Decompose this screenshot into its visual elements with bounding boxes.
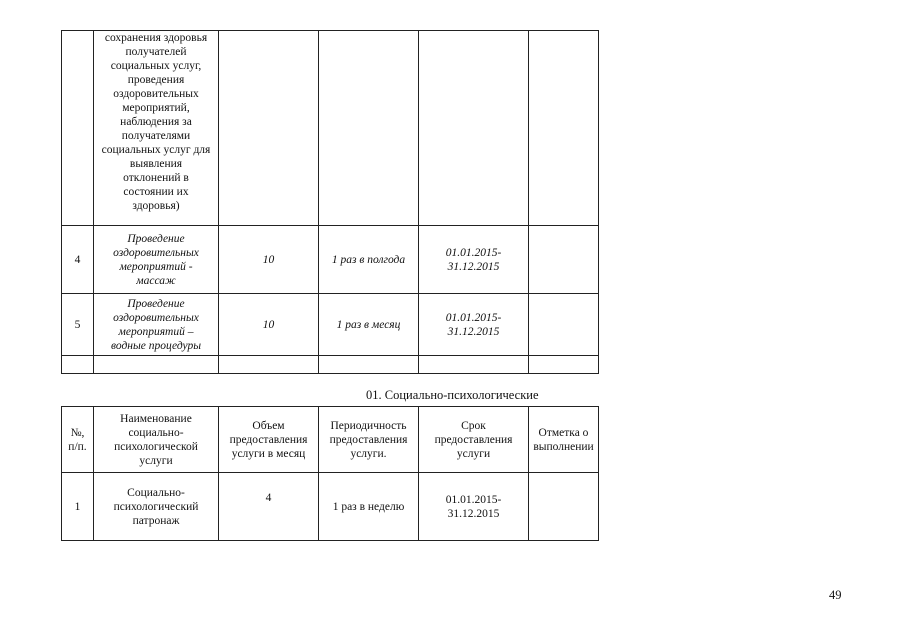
num-cell [62,31,94,226]
header-term: Срок предоставления услуги [419,407,529,473]
table-row [62,31,599,226]
period-cell: 1 раз в неделю [319,473,419,541]
volume-cell: 10 [219,226,319,294]
table-row [62,356,599,374]
header-mark: Отметка о выполнении [529,407,599,473]
mark-cell [529,294,599,356]
num-cell: 4 [62,226,94,294]
header-row [62,407,599,473]
table-row [62,294,599,356]
num-cell: 5 [62,294,94,356]
table-row [62,473,599,541]
num-cell: 1 [62,473,94,541]
service-name-cell: Проведение оздоровительных мероприятий - массаж [94,226,219,294]
mark-cell [529,473,599,541]
term-cell: 01.01.2015- 31.12.2015 [419,226,529,294]
service-name-cell: Проведение оздоровительных мероприятий – водные процедуры [94,294,219,356]
mark-cell [529,226,599,294]
service-name-cell: Социально- психологический патронаж [94,473,219,541]
page-number: 49 [829,588,842,602]
header-volume: Объем предоставления услуги в месяц [219,407,319,473]
volume-cell: 10 [219,294,319,356]
service-name-cell: сохранения здоровья получателей социальных услуг, проведения оздоровительных мероприятий, наблюдения за получателями социальных услуг для выявления отклонений в состоянии их здоровья) [94,31,219,226]
header-name: Наименование социально- психологической услуги [94,407,219,473]
volume-cell: 4 [219,473,319,541]
header-num: №, п/п. [62,407,94,473]
period-cell: 1 раз в месяц [319,294,419,356]
header-period: Периодичность предоставления услуги. [319,407,419,473]
section-heading: 01. Социально-психологические [366,388,539,402]
services-table-continued [61,30,599,374]
term-cell: 01.01.2015- 31.12.2015 [419,294,529,356]
term-cell: 01.01.2015- 31.12.2015 [419,473,529,541]
period-cell: 1 раз в полгода [319,226,419,294]
table-row [62,226,599,294]
psychological-services-table [61,406,599,541]
